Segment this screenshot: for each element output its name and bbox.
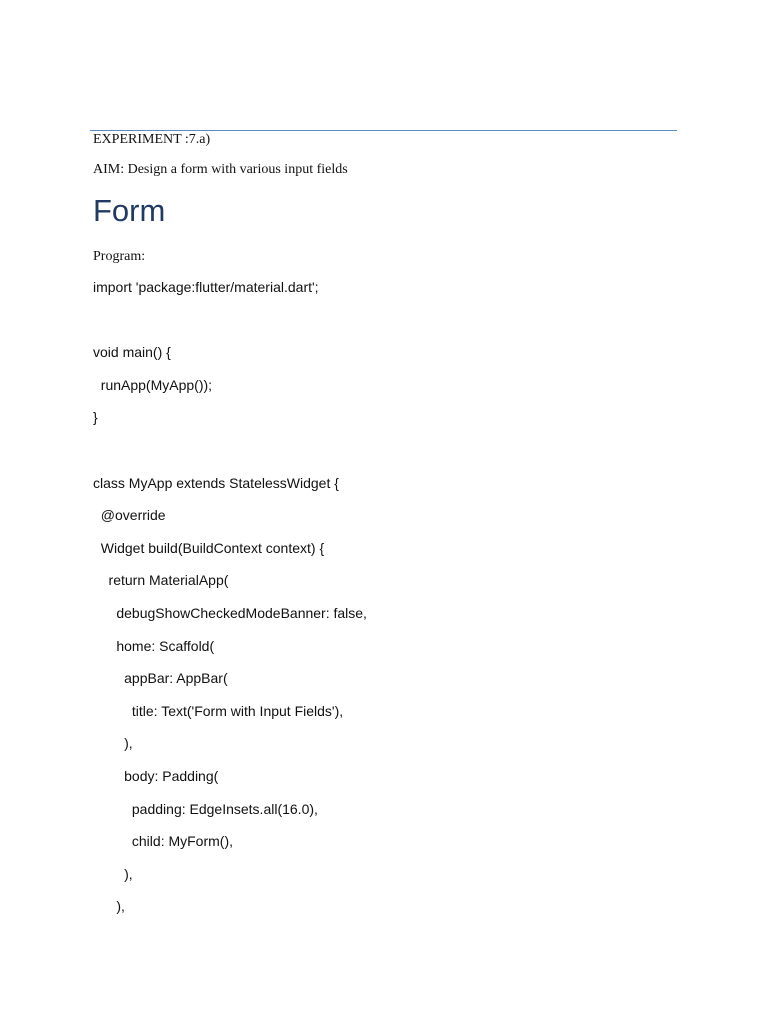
code-line: padding: EdgeInsets.all(16.0), [93, 800, 318, 817]
code-line: } [93, 409, 98, 426]
code-line: ), [93, 735, 133, 752]
code-line: void main() { [93, 344, 171, 361]
code-line: appBar: AppBar( [93, 670, 228, 687]
code-line: home: Scaffold( [93, 637, 215, 654]
code-line: ), [93, 898, 125, 915]
code-line: title: Text('Form with Input Fields'), [93, 702, 344, 719]
header-divider [90, 130, 677, 131]
code-line: runApp(MyApp()); [93, 376, 213, 393]
code-line: import 'package:flutter/material.dart'; [93, 279, 319, 295]
page-title: Form [93, 193, 166, 228]
code-line: child: MyForm(), [93, 833, 234, 850]
code-line: Widget build(BuildContext context) { [93, 539, 325, 556]
code-listing [93, 279, 367, 931]
code-line: body: Padding( [93, 767, 219, 784]
code-line [93, 312, 367, 345]
program-label: Program: [93, 249, 146, 264]
experiment-label: EXPERIMENT :7.a) [93, 132, 211, 147]
code-line: ), [93, 865, 133, 882]
code-line [93, 442, 367, 475]
aim-text: AIM: Design a form with various input fields [93, 162, 348, 177]
code-line: debugShowCheckedModeBanner: false, [93, 604, 367, 621]
code-line: return MaterialApp( [93, 572, 229, 589]
code-line: @override [93, 507, 166, 524]
code-line: class MyApp extends StatelessWidget { [93, 474, 339, 491]
